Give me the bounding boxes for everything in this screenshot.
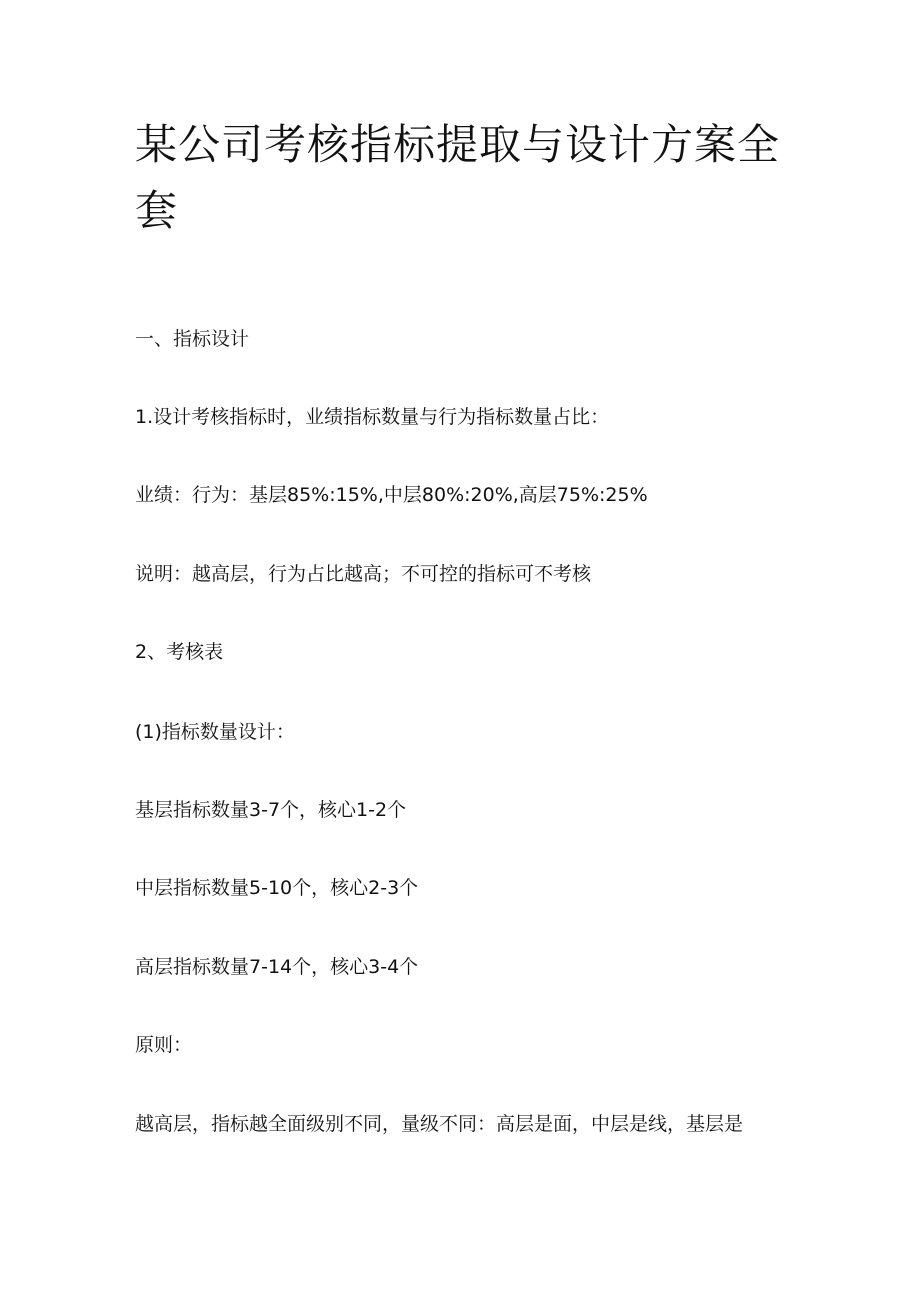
paragraph-ratio-values: 业绩：行为：基层85%:15%,中层80%:20%,高层75%:25% [135,484,648,506]
document-title: 某公司考核指标提取与设计方案全套 [135,120,781,235]
paragraph-principle-text: 越高层，指标越全面级别不同，量级不同：高层是面，中层是线，基层是 [135,1113,744,1135]
paragraph-senior-level-count: 高层指标数量7-14个，核心3-4个 [135,956,419,978]
paragraph-principle-label: 原则： [135,1034,193,1056]
paragraph-base-level-count: 基层指标数量3-7个，核心1-2个 [135,799,407,821]
subsection-heading-indicator-count: (1)指标数量设计： [135,721,295,743]
paragraph-indicator-ratio-intro: 1.设计考核指标时，业绩指标数量与行为指标数量占比： [135,406,610,428]
paragraph-middle-level-count: 中层指标数量5-10个，核心2-3个 [135,877,419,899]
paragraph-explanation: 说明：越高层，行为占比越高；不可控的指标可不考核 [135,563,592,585]
section-heading-assessment-table: 2、考核表 [135,641,224,663]
section-heading-indicator-design: 一、指标设计 [135,328,250,350]
